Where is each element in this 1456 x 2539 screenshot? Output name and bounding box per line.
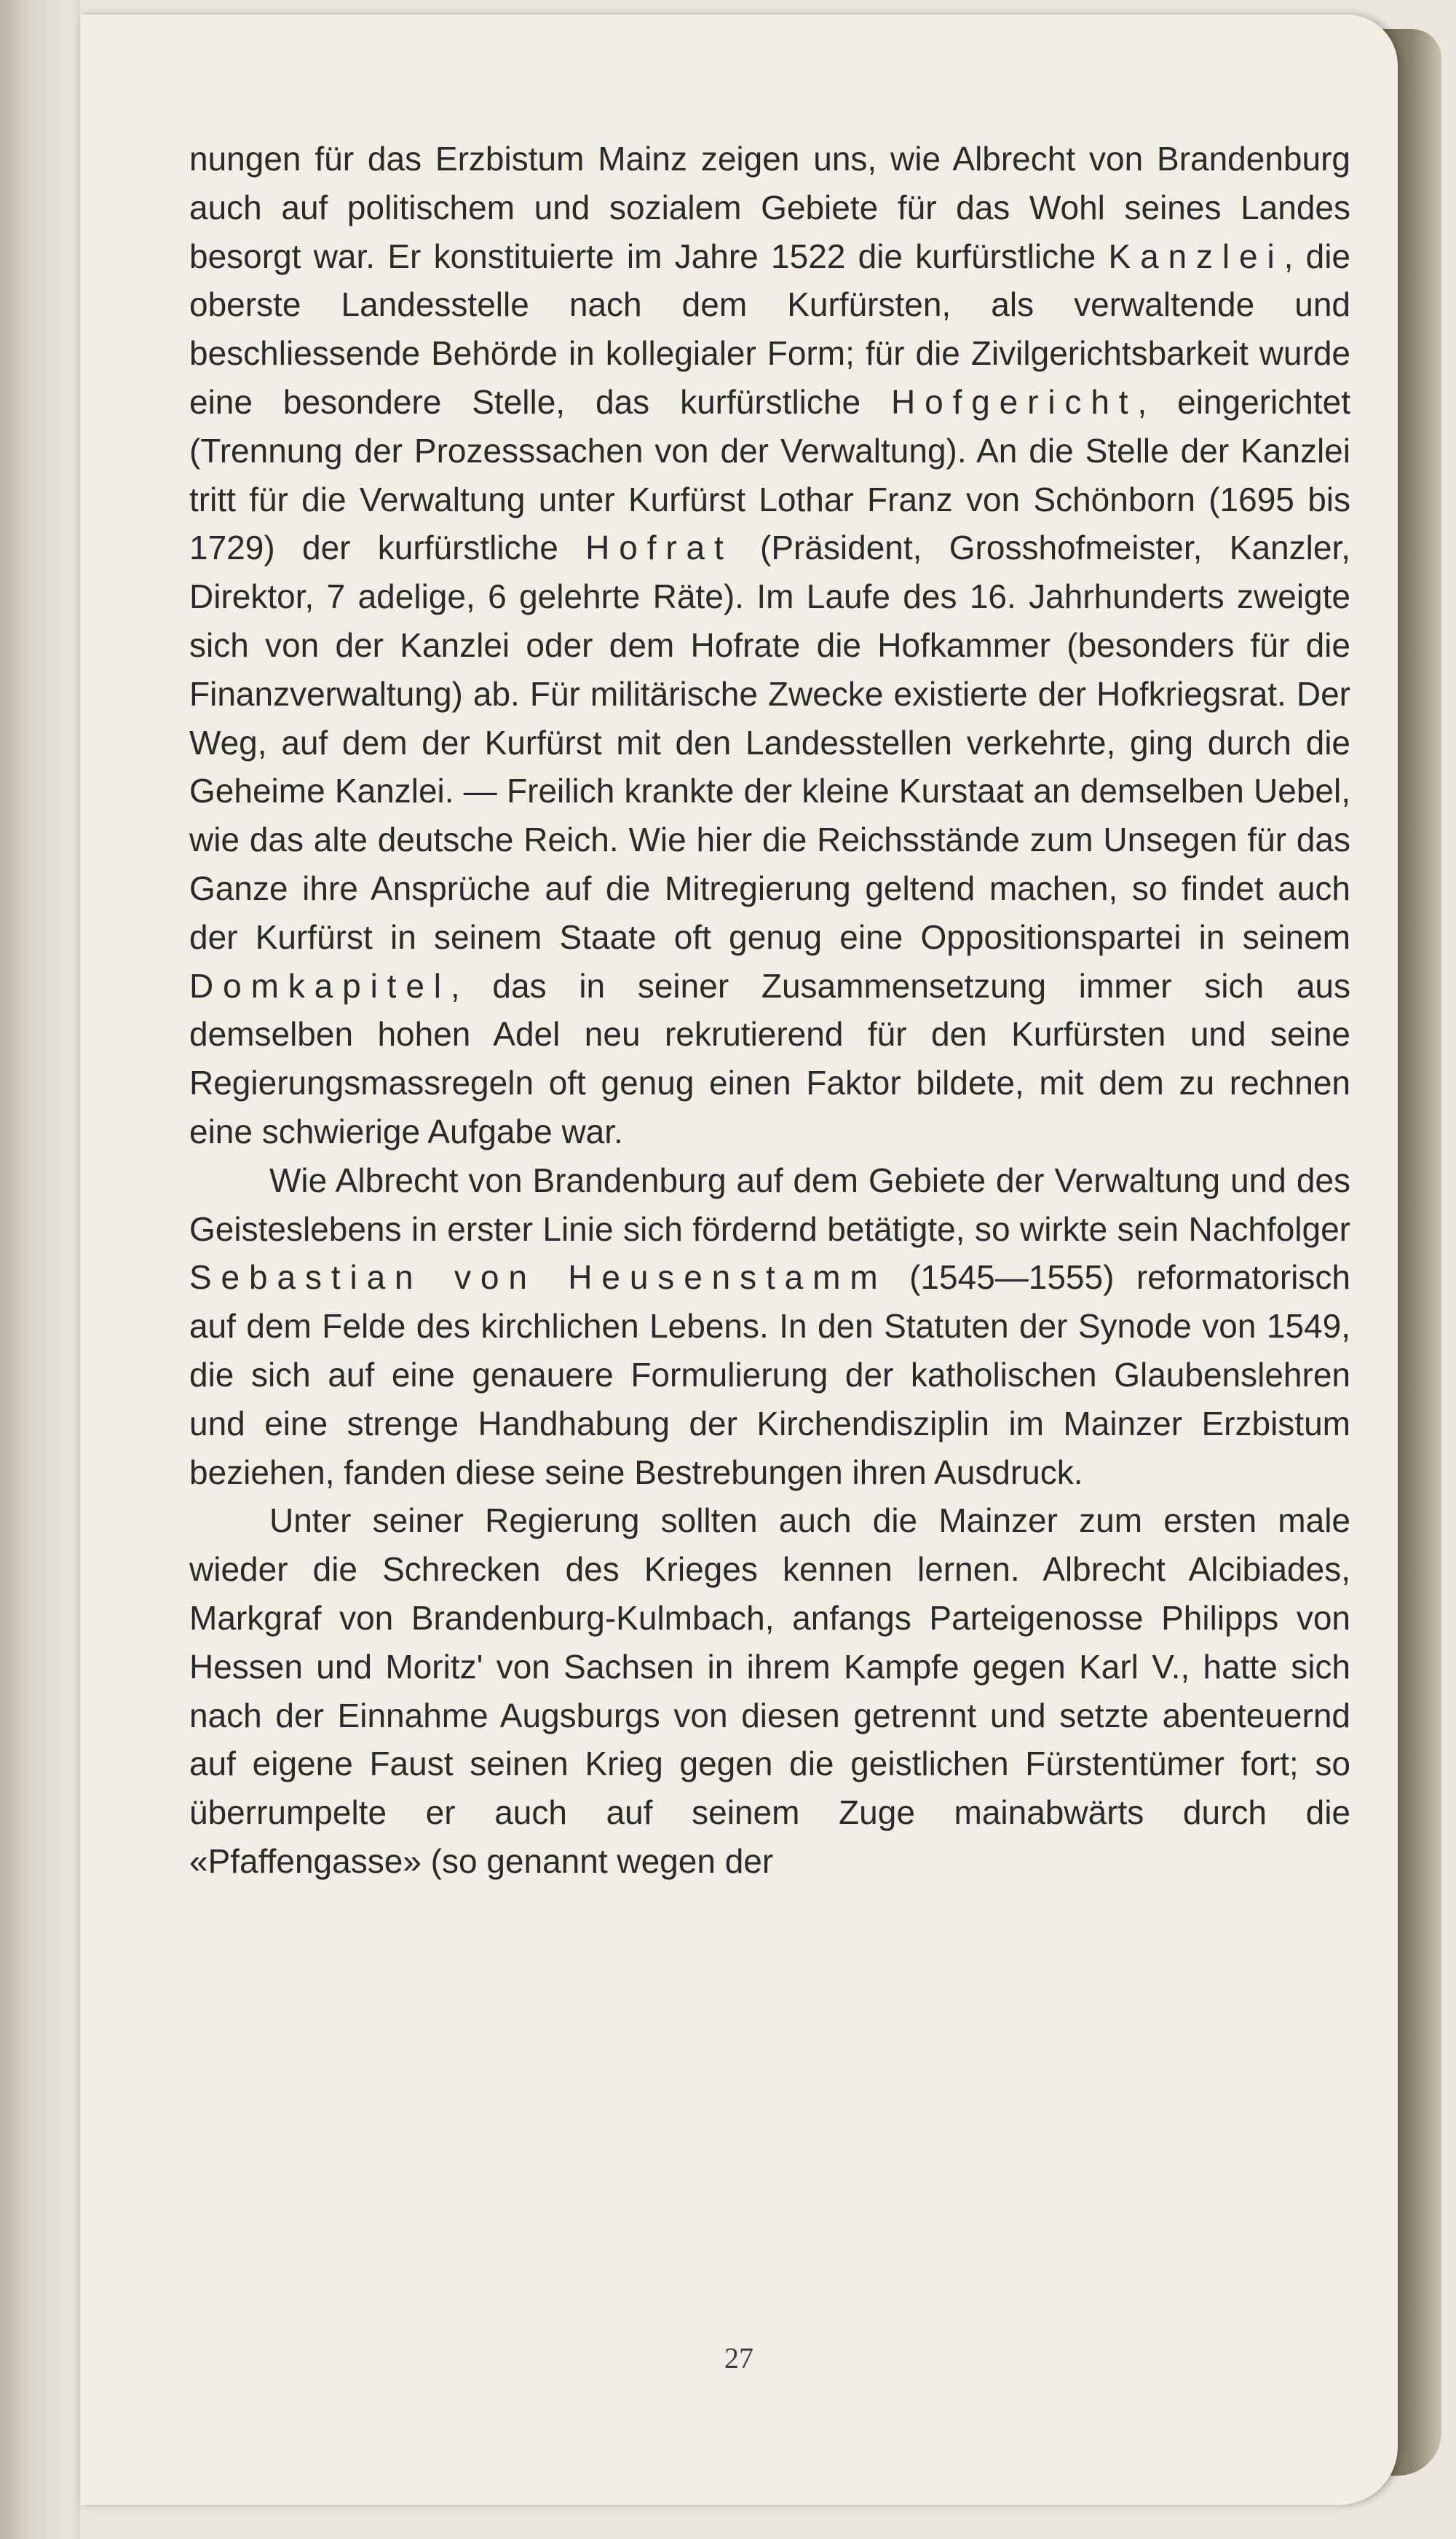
text-segment: nungen für das Erzbistum Mainz zeigen uns, wie Albrecht von Brandenburg auch auf politischem und sozialem Gebiete für das Wohl seines Landes besorgt war. Er konstituierte im Jahre 1522 die kurfürstliche [189,140,1350,275]
emphasis-domkapitel: Domkapitel [189,966,451,1005]
text-segment: Unter seiner Regierung sollten auch die Mainzer zum ersten male wieder die Schrecken des Krieges kennen lernen. Albrecht Alcibiades, Markgraf von Brandenburg-Kulmbach, anfangs Parteigenosse Philipps von Hessen und Moritz' von Sachsen in ihrem Kampfe gegen Karl V., hatte sich nach der Einnahme Augsburgs von diesen getrennt und setzte abenteuernd auf eigene Faust seinen Krieg gegen die geistlichen Fürstentümer fort; so überrumpelte er auch auf seinem Zuge mainabwärts durch die «Pfaffengasse» (so genannt wegen der [189,1501,1350,1880]
paragraph-3 [189,1496,1350,1885]
text-segment: (1545—1555) reformatorisch auf dem Felde des kirchlichen Lebens. In den Statuten der Synode von 1549, die sich auf eine genauere Formulierung der katholischen Glaubenslehren und eine strenge Handhabung der Kirchendisziplin im Mainzer Erzbistum beziehen, fanden diese seine Bestrebungen ihren Ausdruck. [189,1258,1350,1491]
book-page [80,15,1398,2505]
page-number: 27 [724,2342,753,2374]
body-text [189,135,1350,1886]
emphasis-hofgericht: Hofgericht [891,382,1138,421]
emphasis-kanzlei: Kanzlei [1108,237,1284,275]
paragraph-1 [189,135,1350,1156]
text-segment: , die oberste Landesstelle nach dem Kurfürsten, als verwaltende und beschliessende Behörde in kollegialer Form; für die Zivilgerichtsbarkeit wurde eine besondere Stelle, das kurfürstliche [189,237,1350,421]
text-segment: , eingerichtet (Trennung der Prozesssachen von der Verwaltung). An die Stelle der Kanzlei tritt für die Verwaltung unter Kurfürst Lothar Franz von Schönborn (1695 bis 1729) der kurfürstliche [189,382,1350,567]
text-segment: (Präsident, Grosshofmeister, Kanzler, Direktor, 7 adelige, 6 gelehrte Räte). Im Laufe des 16. Jahrhunderts zweigte sich von der Kanzlei oder dem Hofrate die Hofkammer (besonders für die Finanzverwaltung) ab. Für militärische Zwecke existierte der Hofkriegsrat. Der Weg, auf dem der Kurfürst mit den Landesstellen verkehrte, ging durch die Geheime Kanzlei. — Freilich krankte der kleine Kurstaat an demselben Uebel, wie das alte deutsche Reich. Wie hier die Reichsstände zum Unsegen für das Ganze ihre Ansprüche auf die Mitregierung geltend machen, so findet auch der Kurfürst in seinem Staate oft genug eine Oppositionspartei in seinem [189,529,1350,956]
emphasis-sebastian-von-heusenstamm: Sebastian von Heusenstamm [189,1258,887,1297]
paragraph-2 [189,1156,1350,1497]
text-segment: Wie Albrecht von Brandenburg auf dem Gebiete der Verwaltung und des Geisteslebens in erster Linie sich fördernd betätigte, so wirkte sein Nachfolger [189,1161,1350,1248]
book-spine [0,0,80,2539]
emphasis-hofrat: Hofrat [585,529,733,567]
text-segment: , das in seiner Zusammensetzung immer sich aus demselben hohen Adel neu rekrutierend für den Kurfürsten und seine Regierungsmassregeln oft genug einen Faktor bildete, mit dem zu rechnen eine schwierige Aufgabe war. [189,966,1350,1150]
